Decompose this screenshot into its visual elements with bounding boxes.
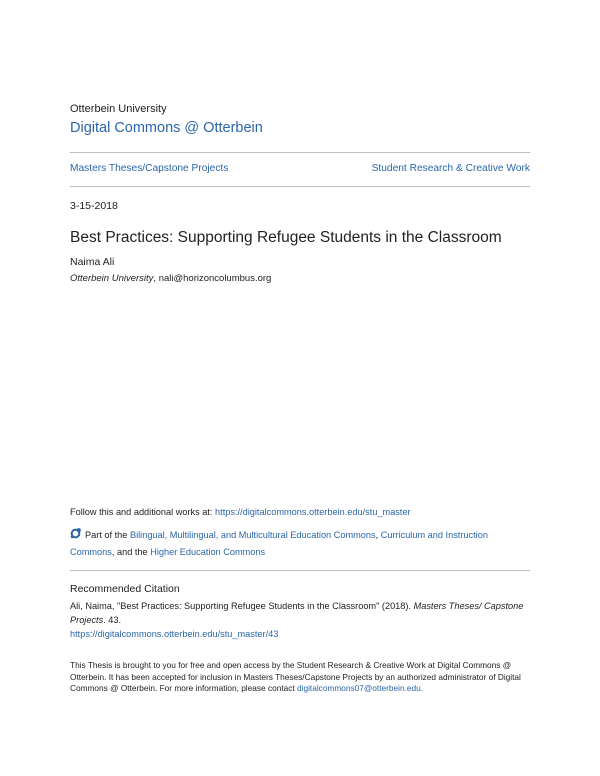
paper-title: Best Practices: Supporting Refugee Students in the Classroom (70, 229, 502, 246)
citation-number: . 43. (103, 615, 122, 625)
contact-email-link[interactable]: digitalcommons07@otterbein.edu (297, 683, 421, 693)
citation-heading: Recommended Citation (70, 583, 180, 595)
part-of-sep1: , (375, 530, 381, 540)
publication-date: 3-15-2018 (70, 200, 118, 212)
repository-link[interactable]: Digital Commons @ Otterbein (70, 120, 263, 136)
citation-text (70, 599, 530, 641)
affiliation-name: Otterbein University (70, 273, 154, 284)
curriculum-commons-link[interactable]: Curriculum and Instruction Commons (70, 530, 488, 557)
citation-body: Ali, Naima, "Best Practices: Supporting Refugee Students in the Classroom" (2018). (70, 601, 414, 611)
part-of-line (70, 527, 530, 561)
bilingual-commons-link[interactable]: Bilingual, Multilingual, and Multicultural Education Commons (129, 530, 376, 540)
notice-end: . (420, 683, 424, 693)
follow-url-link[interactable]: https://digitalcommons.otterbein.edu/stu_master (215, 507, 411, 517)
follow-text: Follow this and additional works at: (70, 507, 216, 517)
collection-link[interactable]: Masters Theses/Capstone Projects (70, 163, 229, 174)
institution-name: Otterbein University (70, 103, 167, 115)
citation-series: Masters Theses/ Capstone Projects (70, 601, 524, 625)
author-email: , nali@horizoncolumbus.org (153, 273, 272, 284)
author-affiliation (70, 273, 271, 284)
citation-url-link[interactable]: https://digitalcommons.otterbein.edu/stu_master/43 (70, 629, 279, 639)
part-of-prefix: Part of the (85, 530, 130, 540)
network-icon (70, 528, 81, 539)
divider-top (70, 152, 530, 153)
part-of-sep2: , and the (111, 547, 151, 557)
divider-citation (70, 570, 530, 571)
notice-text: This Thesis is brought to you for free and open access by the Student Research & Creative Work at Digital Commons @ Otterbein. It has been accepted for inclusion in Masters Theses/Capstone Projects by an authorized administrator of Digital Commons @ Otterbein. For more information, please contact (70, 660, 521, 693)
department-link[interactable]: Student Research & Creative Work (371, 163, 530, 174)
divider-nav (70, 186, 530, 187)
access-notice (70, 660, 530, 695)
higher-ed-commons-link[interactable]: Higher Education Commons (150, 547, 266, 557)
author-name: Naima Ali (70, 256, 115, 268)
follow-line (70, 507, 411, 517)
